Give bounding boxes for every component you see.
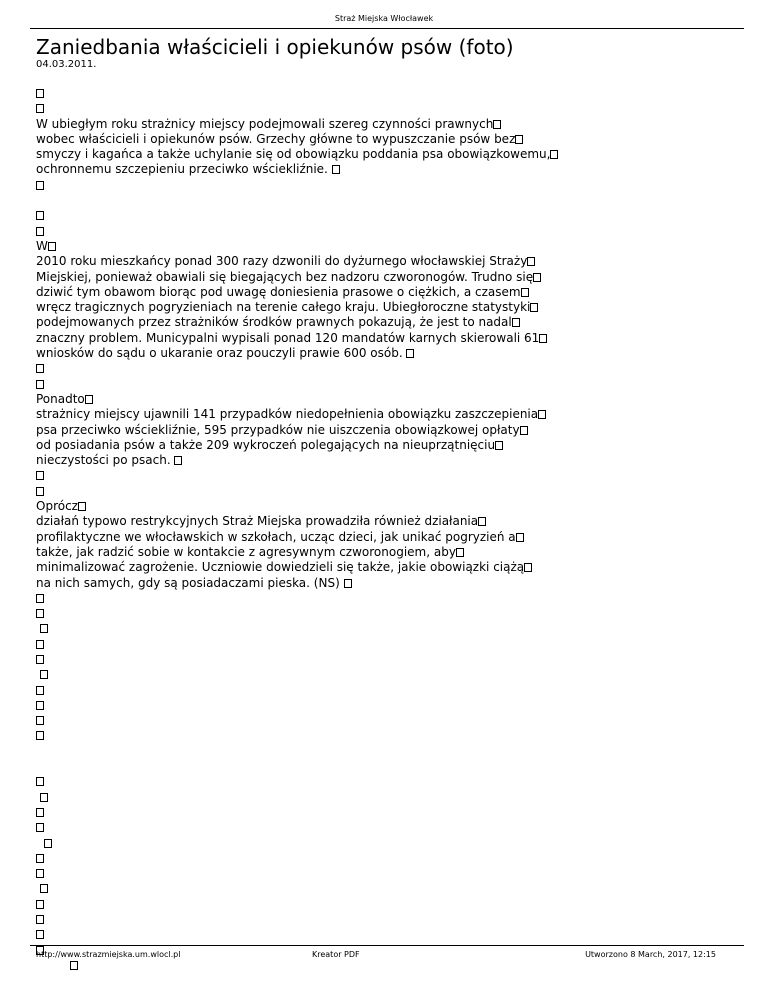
- text-line: [36, 300, 736, 315]
- line-text: działań typowo restrykcyjnych Straż Miejska prowadziła również działania: [36, 514, 479, 529]
- text-line: [36, 178, 736, 193]
- line-text: nieczystości po psach.: [36, 453, 175, 468]
- text-line: [36, 667, 736, 682]
- text-line: [36, 851, 736, 866]
- footer-url[interactable]: http://www.strazmiejska.um.wlocl.pl: [36, 950, 181, 959]
- text-line: [36, 912, 736, 927]
- missing-glyph-box-icon: [174, 456, 182, 465]
- line-text: minimalizować zagrożenie. Uczniowie dowiedzieli się także, jakie obowiązki ciążą: [36, 560, 525, 575]
- text-line: [36, 820, 736, 835]
- line-text: dziwić tym obawom biorąc pod uwagę doniesienia prasowe o ciężkich, a czasem: [36, 284, 521, 299]
- missing-glyph-box-icon: [40, 884, 48, 893]
- missing-glyph-box-icon: [36, 716, 44, 725]
- missing-glyph-box-icon: [406, 349, 414, 358]
- text-line: [36, 576, 736, 591]
- line-text: ochronnemu szczepieniu przeciwko wściekliźnie.: [36, 162, 332, 177]
- text-line: [36, 774, 736, 789]
- missing-glyph-box-icon: [36, 686, 44, 695]
- text-line: [36, 728, 736, 743]
- text-line: [36, 530, 736, 545]
- text-line: [36, 208, 736, 223]
- text-line: [36, 392, 736, 407]
- missing-glyph-box-icon: [516, 533, 524, 542]
- line-indent: [36, 836, 44, 850]
- article-body: [36, 86, 736, 973]
- text-line: [36, 423, 736, 438]
- line-text: smyczy i kagańca a także uchylanie się od obowiązku poddania psa obowiązkowemu,: [36, 147, 551, 162]
- text-line: [36, 698, 736, 713]
- missing-glyph-box-icon: [40, 624, 48, 633]
- line-text: W: [36, 238, 48, 253]
- text-line: [36, 958, 736, 973]
- line-text: psa przeciwko wściekliźnie, 595 przypadków nie uiszczenia obowiązkowej opłaty: [36, 422, 520, 437]
- missing-glyph-box-icon: [495, 441, 503, 450]
- text-line: [36, 713, 736, 728]
- text-line: [36, 606, 736, 621]
- line-text: podejmowanych przez strażników środków prawnych pokazują, że jest to nadal: [36, 315, 512, 330]
- paragraph-gap: [36, 744, 736, 775]
- missing-glyph-box-icon: [512, 318, 520, 327]
- text-line: [36, 591, 736, 606]
- text-line: [36, 117, 736, 132]
- line-text: Oprócz: [36, 499, 78, 514]
- text-line: [36, 438, 736, 453]
- line-indent: [36, 958, 70, 972]
- missing-glyph-box-icon: [36, 609, 44, 618]
- text-line: [36, 346, 736, 361]
- missing-glyph-box-icon: [36, 380, 44, 389]
- line-text: strażnicy miejscy ujawnili 141 przypadków niedopełnienia obowiązku zaszczepienia: [36, 407, 539, 422]
- missing-glyph-box-icon: [550, 150, 558, 159]
- text-line: [36, 897, 736, 912]
- text-line: [36, 637, 736, 652]
- text-line: [36, 239, 736, 254]
- text-line: [36, 484, 736, 499]
- text-line: [36, 790, 736, 805]
- missing-glyph-box-icon: [36, 930, 44, 939]
- missing-glyph-box-icon: [36, 487, 44, 496]
- text-line: [36, 270, 736, 285]
- text-line: [36, 468, 736, 483]
- text-line: [36, 652, 736, 667]
- missing-glyph-box-icon: [36, 808, 44, 817]
- text-line: [36, 407, 736, 422]
- text-line: [36, 836, 736, 851]
- missing-glyph-box-icon: [36, 701, 44, 710]
- missing-glyph-box-icon: [40, 670, 48, 679]
- missing-glyph-box-icon: [36, 823, 44, 832]
- missing-glyph-box-icon: [36, 854, 44, 863]
- text-line: [36, 285, 736, 300]
- line-text: wniosków do sądu o ukaranie oraz pouczyli prawie 600 osób.: [36, 346, 407, 361]
- line-text: także, jak radzić sobie w kontakcie z agresywnym czworonogiem, aby: [36, 544, 456, 559]
- missing-glyph-box-icon: [332, 165, 340, 174]
- missing-glyph-box-icon: [524, 563, 532, 572]
- missing-glyph-box-icon: [36, 211, 44, 220]
- missing-glyph-box-icon: [36, 594, 44, 603]
- paragraph-gap: [36, 193, 736, 208]
- text-line: [36, 453, 736, 468]
- line-text: profilaktyczne we włocławskich w szkołach, ucząc dzieci, jak unikać pogryzień a: [36, 529, 516, 544]
- missing-glyph-box-icon: [36, 869, 44, 878]
- text-line: [36, 361, 736, 376]
- missing-glyph-box-icon: [36, 655, 44, 664]
- text-line: [36, 621, 736, 636]
- missing-glyph-box-icon: [36, 777, 44, 786]
- text-line: [36, 805, 736, 820]
- line-text: znaczny problem. Municypalni wypisali ponad 120 mandatów karnych skierowali 61: [36, 330, 540, 345]
- missing-glyph-box-icon: [478, 517, 486, 526]
- line-text: Ponadto: [36, 391, 85, 406]
- text-line: [36, 162, 736, 177]
- line-text: Miejskiej, ponieważ obawiali się biegających bez nadzoru czworonogów. Trudno się: [36, 269, 534, 284]
- line-text: W ubiegłym roku strażnicy miejscy podejmowali szereg czynności prawnych: [36, 116, 494, 131]
- missing-glyph-box-icon: [36, 471, 44, 480]
- missing-glyph-box-icon: [40, 793, 48, 802]
- line-text: na nich samych, gdy są posiadaczami pieska. (NS): [36, 575, 344, 590]
- text-line: [36, 514, 736, 529]
- text-line: [36, 377, 736, 392]
- missing-glyph-box-icon: [36, 364, 44, 373]
- text-line: [36, 254, 736, 269]
- text-line: [36, 132, 736, 147]
- missing-glyph-box-icon: [78, 502, 86, 511]
- missing-glyph-box-icon: [85, 395, 93, 404]
- missing-glyph-box-icon: [36, 89, 44, 98]
- text-line: [36, 881, 736, 896]
- text-line: [36, 101, 736, 116]
- text-line: [36, 499, 736, 514]
- missing-glyph-box-icon: [456, 548, 464, 557]
- missing-glyph-box-icon: [527, 257, 535, 266]
- missing-glyph-box-icon: [36, 915, 44, 924]
- missing-glyph-box-icon: [36, 181, 44, 190]
- missing-glyph-box-icon: [493, 120, 501, 129]
- text-line: [36, 147, 736, 162]
- missing-glyph-box-icon: [48, 242, 56, 251]
- missing-glyph-box-icon: [36, 227, 44, 236]
- text-line: [36, 86, 736, 101]
- missing-glyph-box-icon: [520, 426, 528, 435]
- missing-glyph-box-icon: [521, 288, 529, 297]
- text-line: [36, 224, 736, 239]
- missing-glyph-box-icon: [530, 303, 538, 312]
- article-title: Zaniedbania właścicieli i opiekunów psów (foto): [36, 35, 514, 59]
- footer-generator: Kreator PDF: [312, 950, 360, 959]
- text-line: [36, 315, 736, 330]
- missing-glyph-box-icon: [539, 334, 547, 343]
- article-date: 04.03.2011.: [36, 59, 97, 70]
- missing-glyph-box-icon: [36, 640, 44, 649]
- footer-created-date: Utworzono 8 March, 2017, 12:15: [585, 950, 716, 959]
- line-text: 2010 roku mieszkańcy ponad 300 razy dzwonili do dyżurnego włocławskiej Straży: [36, 254, 528, 269]
- text-line: [36, 331, 736, 346]
- line-text: od posiadania psów a także 209 wykroczeń polegających na nieuprzątnięciu: [36, 437, 496, 452]
- missing-glyph-box-icon: [70, 961, 78, 970]
- missing-glyph-box-icon: [538, 410, 546, 419]
- missing-glyph-box-icon: [533, 273, 541, 282]
- missing-glyph-box-icon: [344, 579, 352, 588]
- footer-divider: [30, 945, 744, 946]
- missing-glyph-box-icon: [44, 839, 52, 848]
- line-text: wobec właścicieli i opiekunów psów. Grzechy główne to wypuszczanie psów bez: [36, 131, 516, 146]
- site-name-header: Straż Miejska Włocławek: [334, 14, 434, 23]
- text-line: [36, 866, 736, 881]
- text-line: [36, 560, 736, 575]
- missing-glyph-box-icon: [36, 104, 44, 113]
- missing-glyph-box-icon: [36, 900, 44, 909]
- text-line: [36, 683, 736, 698]
- missing-glyph-box-icon: [515, 135, 523, 144]
- missing-glyph-box-icon: [36, 731, 44, 740]
- line-text: wręcz tragicznych pogryzieniach na terenie całego kraju. Ubiegłoroczne statystyki: [36, 300, 531, 315]
- text-line: [36, 545, 736, 560]
- text-line: [36, 927, 736, 942]
- header-divider: [30, 28, 744, 29]
